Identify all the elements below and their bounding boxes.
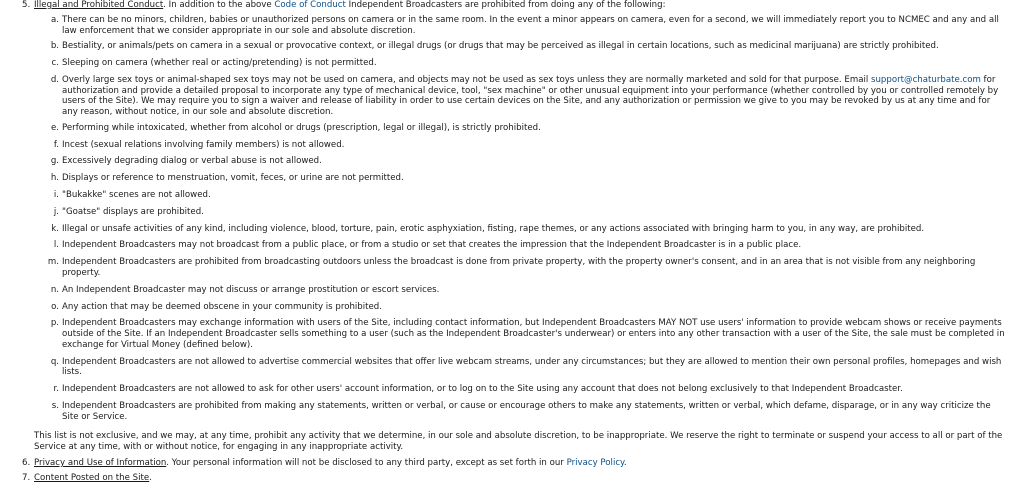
section-number: 6. (22, 458, 31, 469)
section-6: 6. Privacy and Use of Information. Your personal information will not be disclosed to any third party, except as set forth in our Privacy Policy. (22, 458, 627, 469)
list-item: a. There can be no minors, children, babies or unauthorized persons on camera or in the same room. In the event a minor appears on camera, even for a second, we will immediately report you to NCMEC and any and all law enforcement that we consider appropriate in our sole and absolute discretion. (51, 15, 999, 36)
section-5-intro: Illegal and Prohibited Conduct. In addition to the above Code of Conduct Independent Broadcasters are prohibited from doing any of the following: (34, 0, 666, 10)
list-item: j. "Goatse" displays are prohibited. (53, 206, 204, 217)
list-item: o. Any action that may be deemed obscene in your community is prohibited. (51, 301, 382, 312)
section-heading: Privacy and Use of Information (34, 458, 167, 469)
list-item: s. Independent Broadcasters are prohibited from making any statements, written or verbal, or cause or encourage others to make any statements, written or verbal, which defame, disparage, or in any way criticize the Site or Service. (51, 400, 991, 422)
support-email-link[interactable]: support@chaturbate.com (870, 74, 981, 85)
list-item: i. "Bukakke" scenes are not allowed. (53, 190, 211, 201)
list-item: g. Excessively degrading dialog or verbal abuse is not allowed. (50, 156, 322, 167)
list-item: k. Illegal or unsafe activities of any kind, including violence, blood, torture, pain, erotic asphyxiation, fisting, rape themes, or any actions associated with bringing harm to you, in any way, are prohibited. (51, 223, 925, 234)
section-number: 7. (22, 473, 31, 484)
section-7: 7. Content Posted on the Site. (22, 473, 152, 484)
list-item: p. Independent Broadcasters may exchange information with users of the Site, including contact information, but Independent Broadcasters MAY NOT use users' information to provide webcam shows or receive payments outside of the Site. If an Independent Broadcaster sells something to a user (such as the Independent Broadcaster's underwear) or enters into any other transaction with a user of the Site, the sale must be completed in exchange for Virtual Money (defined below). (50, 318, 1005, 350)
code-of-conduct-link[interactable]: Code of Conduct (274, 0, 346, 10)
list-closing-paragraph: This list is not exclusive, and we may, at any time, prohibit any activity that we determine, in our sole and absolute discretion, to be inappropriate. We reserve the right to terminate or suspend your access to all or part of the Service at any time, with or without notice, for engaging in any inappropriate activity. (34, 431, 1003, 452)
list-item: n. An Independent Broadcaster may not discuss or arrange prostitution or escort services. (50, 284, 440, 295)
list-item: b. Bestiality, or animals/pets on camera in a sexual or provocative context, or illegal drugs (or drugs that may be perceived as illegal in certain locations, such as medicinal marijuana) are strictly prohibited. (50, 41, 939, 52)
list-item: h. Displays or reference to menstruation, vomit, feces, or urine are not permitted. (50, 173, 404, 184)
list-item: d. Overly large sex toys or animal-shaped sex toys may not be used on camera, and objects may not be used as sex toys unless they are normally marketed and sold for that purpose. Email support@chaturbate.com for authorization and provide a detailed proposal to incorporate any type of mechanical device, tool, "sex machine" or other unusual equipment into your performance (whether controlled by you or controlled remotely by users of the Site). We may require you to sign a waiver and release of liability in order to use certain devices on the Site, and any authorization or permission we give to you may be revoked by us at any time and for any reason, without notice, in our sole and absolute discretion. (50, 74, 999, 117)
privacy-policy-link[interactable]: Privacy Policy (566, 458, 624, 469)
list-item: r. Independent Broadcasters are not allowed to ask for other users' account information, or to log on to the Site using any account that does not belong exclusively to that Independent Broadcaster. (53, 384, 903, 395)
list-item: q. Independent Broadcasters are not allowed to advertise commercial websites that offer live webcam streams, under any circumstances; but they are allowed to mention their own personal profiles, homepages and wish lists. (50, 356, 1002, 378)
list-item: e. Performing while intoxicated, whether from alcohol or drugs (prescription, legal or illegal), is strictly prohibited. (50, 122, 541, 133)
section-heading: Content Posted on the Site (34, 473, 150, 484)
section-heading: Illegal and Prohibited Conduct (34, 0, 164, 10)
list-item: f. Incest (sexual relations involving family members) is not allowed. (53, 139, 345, 150)
list-item: c. Sleeping on camera (whether real or acting/pretending) is not permitted. (51, 58, 377, 69)
section-number: 5. (22, 0, 31, 10)
prohibited-conduct-list (34, 15, 1014, 422)
list-item: l. Independent Broadcasters may not broadcast from a public place, or from a studio or set that creates the impression that the Independent Broadcaster is in a public place. (53, 240, 802, 251)
list-item: m. Independent Broadcasters are prohibited from broadcasting outdoors unless the broadcast is done from private property, with the property owner's consent, and in an area that is not visible from any neighboring property. (47, 257, 976, 278)
